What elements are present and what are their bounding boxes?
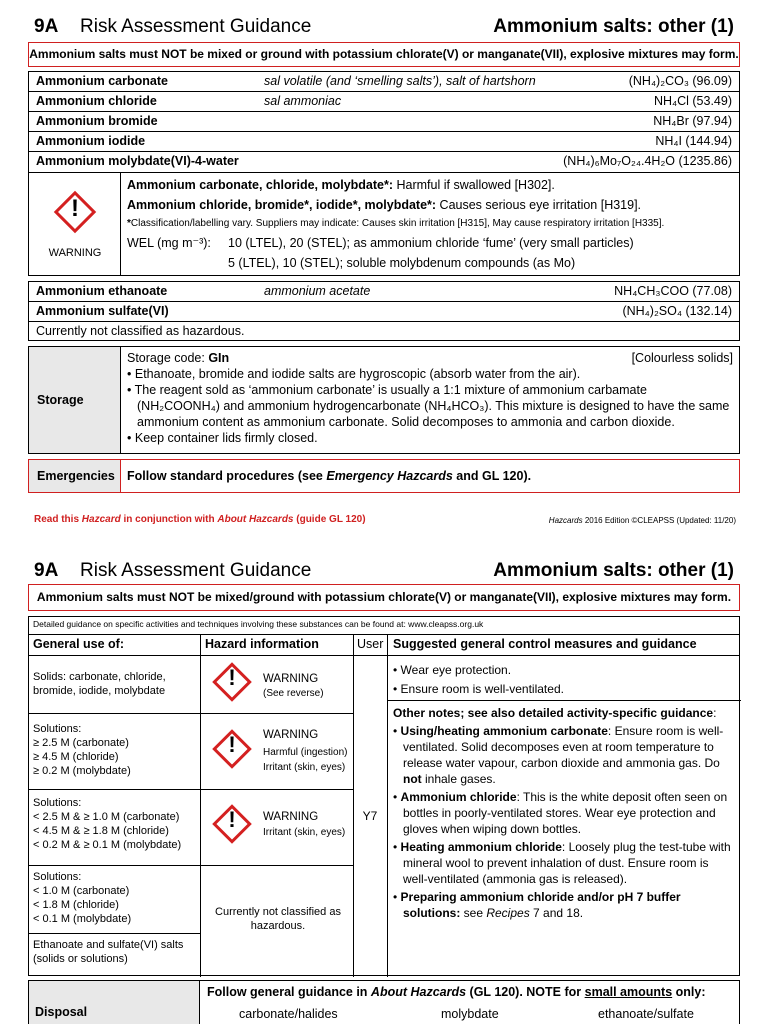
hazard-line1-bold: Ammonium carbonate, chloride, molybdate*: <box>127 178 394 192</box>
note-text: 7 and 18. <box>529 906 584 920</box>
storage-bullet-text: Ethanoate, bromide and iodide salts are hygroscopic (absorb water from the air). <box>134 367 581 381</box>
guidance-bullet-text: Wear eye protection. <box>400 663 512 677</box>
hazard-text <box>127 175 733 273</box>
not-classified-row <box>29 322 739 342</box>
storage-body <box>127 350 733 446</box>
other-notes-colon: : <box>713 706 717 720</box>
wel-value-2: 5 (LTEL), 10 (STEL); soluble molybdenum compounds (as Mo) <box>228 256 576 270</box>
hazard-detail: Irritant (skin, eyes) <box>263 827 346 838</box>
col-header-user: User <box>357 637 384 651</box>
substance-name: Ammonium ethanoate <box>36 284 168 298</box>
storage-bullet: • Ethanoate, bromide and iodide salts are hygroscopic (absorb water from the air). <box>127 367 581 381</box>
note-bold: Ammonium chloride <box>400 790 517 804</box>
substance-name: Ammonium iodide <box>36 134 146 148</box>
substance-synonym: sal ammoniac <box>264 94 342 108</box>
disposal-head-text: (GL 120). NOTE for <box>466 985 585 999</box>
signal-word: WARNING <box>263 673 319 685</box>
note-bold: Using/heating ammonium carbonate <box>400 724 608 738</box>
divider <box>387 634 388 977</box>
substance-formula: NH₄Br (97.94) <box>653 114 732 128</box>
signal-word: WARNING <box>48 247 102 259</box>
not-classified-text: Currently not classified as hazardous. <box>215 906 341 932</box>
substance-row <box>29 72 739 92</box>
footer-text: Hazcard <box>81 514 121 525</box>
note-text: see <box>460 906 487 920</box>
hazard-note: Classification/labelling vary. Suppliers may indicate: Causes skin irritation [H315], May cause respiratory irritation [H335]. <box>130 218 665 229</box>
page1-header <box>28 14 740 44</box>
substance-table-2 <box>28 281 740 341</box>
divider <box>29 933 200 934</box>
note-bullet: • Using/heating ammonium carbonate: Ensure room is well-ventilated. Solid decomposes even at room temperature to release water vapour, carbon dioxide and ammonia gas. Do not inhale gases. <box>393 724 724 786</box>
emergencies-box <box>28 459 740 493</box>
substance-row <box>29 152 739 172</box>
use-text: Solutions: < 1.0 M (carbonate) < 1.8 M (chloride) < 0.1 M (molybdate) <box>33 871 132 925</box>
divider <box>29 634 739 635</box>
divider <box>29 865 353 866</box>
col-header-guidance: Suggested general control measures and guidance <box>393 637 697 651</box>
hazard-icon-cell <box>29 173 121 275</box>
footer-text: 2016 Edition ©CLEAPSS (Updated: 11/20) <box>582 516 736 525</box>
hazard-note-star: * <box>127 218 131 229</box>
divider <box>200 634 201 977</box>
emergencies-link: Emergency Hazcards <box>326 469 453 483</box>
note-bullet: • Preparing ammonium chloride and/or pH 7 buffer solutions: see Recipes 7 and 18. <box>393 890 681 920</box>
note-bold: Preparing ammonium chloride and/or pH 7 buffer solutions: <box>400 890 681 920</box>
divider <box>29 789 353 790</box>
disposal-heading <box>207 985 706 999</box>
hazard-detail: Harmful (ingestion) Irritant (skin, eyes) <box>263 747 348 773</box>
footer-left <box>34 514 366 525</box>
divider <box>29 713 353 714</box>
storage-box <box>28 346 740 454</box>
note-bold: not <box>403 772 422 786</box>
substance-row <box>29 92 739 112</box>
hazard-box <box>28 172 740 276</box>
disposal-head-underline: small amounts <box>584 985 673 999</box>
guidance-text <box>393 662 735 700</box>
disposal-head-text: only: <box>672 985 706 999</box>
storage-bullet: • Keep container lids firmly closed. <box>127 431 318 445</box>
note-text: : Loosely plug the test-tube with mineral wool to prevent inhalation of dust. Ensure room is well-ventilated (ammonia gas is released). <box>403 840 731 886</box>
storage-bullet-text: The reagent sold as ‘ammonium carbonate’ is usually a 1:1 mixture of ammonium carbamate (NH₂COONH₄) and ammonium hydrogencarbonate (NH₄HCO₃). This mixture is designed to have the same ammonium content as ammonium carbonate. Solid decomposes to ammonia and carbon dioxide. <box>134 383 730 429</box>
substance-synonym: sal volatile (and ‘smelling salts’), salt of hartshorn <box>264 74 536 88</box>
use-text: Solutions: ≥ 2.5 M (carbonate) ≥ 4.5 M (chloride) ≥ 0.2 M (molybdate) <box>33 723 131 777</box>
substance-formula: (NH₄)₆Mo₇O₂₄.4H₂O (1235.86) <box>563 154 732 168</box>
disposal-col: ethanoate/sulfate <box>598 1007 694 1021</box>
divider <box>387 700 741 701</box>
wel-value-1: 10 (LTEL), 20 (STEL); as ammonium chloride ‘fume’ (very small particles) <box>228 236 634 250</box>
note-text: : Ensure room is well-ventilated. Solid decomposes even at room temperature to release water vapour, carbon dioxide and ammonia gas. Do <box>403 724 724 770</box>
storage-note: [Colourless solids] <box>631 351 733 365</box>
hazard-line1: Harmful if swallowed [H302]. <box>393 178 555 192</box>
page1-right-title: Ammonium salts: other (1) <box>493 16 734 37</box>
storage-code-prefix: Storage code: <box>127 351 209 365</box>
substance-formula: (NH₄)₂SO₄ (132.14) <box>622 304 732 318</box>
use-text: Solutions: < 2.5 M & ≥ 1.0 M (carbonate) < 4.5 M & ≥ 1.8 M (chloride) < 0.2 M & ≥ 0.1 M (molybdate) <box>33 797 182 851</box>
exclamation-icon: ! <box>228 665 236 690</box>
exclamation-icon: ! <box>228 732 236 757</box>
footer-text: in conjunction with <box>120 514 218 525</box>
page1-title: Risk Assessment Guidance <box>80 16 312 37</box>
storage-label: Storage <box>29 347 121 453</box>
substance-name: Ammonium molybdate(VI)-4-water <box>36 154 239 168</box>
guidance-bullet: • Ensure room is well-ventilated. <box>393 682 564 696</box>
storage-code: GIn <box>208 351 230 365</box>
footer-right <box>549 516 736 525</box>
emergencies-text-b: and GL 120). <box>452 469 532 483</box>
footer-text: About Hazcards <box>217 514 294 525</box>
page2-warning-box: Ammonium salts must NOT be mixed/ground with potassium chlorate(V) or manganate(VII), explosive mixtures may form. <box>28 584 740 611</box>
storage-bullet-text: Keep container lids firmly closed. <box>134 431 318 445</box>
note-text: : This is the white deposit often seen on bottles in poorly-ventilated stores. Wear eye protection and gloves when wiping down bottles. <box>403 790 728 836</box>
substance-table-1 <box>28 71 740 173</box>
hazard-detail: (See reverse) <box>263 688 324 699</box>
hazard-line2: Causes serious eye irritation [H319]. <box>436 198 642 212</box>
emergencies-label: Emergencies <box>29 460 121 492</box>
disposal-box <box>28 980 740 1024</box>
use-text: Solids: carbonate, chloride, bromide, iodide, molybdate <box>33 671 166 697</box>
note-italic: Recipes <box>486 906 530 920</box>
substance-row <box>29 302 739 322</box>
other-notes-heading: Other notes; see also detailed activity-specific guidance <box>393 706 714 720</box>
hazard-line2-bold: Ammonium chloride, bromide*, iodide*, molybdate*: <box>127 198 437 212</box>
footer-text: (guide GL 120) <box>293 514 366 525</box>
substance-name: Ammonium bromide <box>36 114 158 128</box>
disposal-head-link: About Hazcards <box>370 985 467 999</box>
exclamation-icon: ! <box>71 195 79 222</box>
substance-name: Ammonium sulfate(VI) <box>36 304 169 318</box>
emergencies-text-a: Follow standard procedures (see <box>127 469 327 483</box>
note-bullet: • Ammonium chloride: This is the white deposit often seen on bottles in poorly-ventilated stores. Wear eye protection and gloves when wiping down bottles. <box>393 790 728 836</box>
signal-word: WARNING <box>263 729 319 741</box>
page1-warning-box: Ammonium salts must NOT be mixed or ground with potassium chlorate(V) or manganate(VII), explosive mixtures may form. <box>28 42 740 67</box>
col-header-use: General use of: <box>33 637 124 651</box>
footer-text: Read this <box>34 514 82 525</box>
detail-note: Detailed guidance on specific activities and techniques involving these substances can be found at: www.cleapss.org.uk <box>33 619 484 629</box>
substance-formula: (NH₄)₂CO₃ (96.09) <box>628 74 732 88</box>
substance-synonym: ammonium acetate <box>264 284 371 298</box>
divider <box>353 634 354 977</box>
wel-label: WEL (mg m⁻³): <box>127 236 211 250</box>
not-classified-text: Currently not classified as hazardous. <box>36 324 245 338</box>
guidance-bullet-text: Ensure room is well-ventilated. <box>400 682 564 696</box>
substance-name: Ammonium carbonate <box>36 74 168 88</box>
footer-text: Hazcards <box>548 516 583 525</box>
storage-bullet: • The reagent sold as ‘ammonium carbonate’ is usually a 1:1 mixture of ammonium carbamate (NH₂COONH₄) and ammonium hydrogencarbonate (NH₄HCO₃). This mixture is designed to have the same ammonium content as ammonium carbonate. Solid decomposes to ammonia and carbon dioxide. <box>127 383 730 429</box>
disposal-col: carbonate/halides <box>239 1007 338 1021</box>
substance-name: Ammonium chloride <box>36 94 157 108</box>
substance-formula: NH₄CH₃COO (77.08) <box>614 284 732 298</box>
page2-title: Risk Assessment Guidance <box>80 560 312 581</box>
user-level: Y7 <box>362 809 378 823</box>
divider <box>29 655 739 656</box>
page2-right-title: Ammonium salts: other (1) <box>493 560 734 581</box>
note-text: inhale gases. <box>421 772 496 786</box>
disposal-head-text: Follow general guidance in <box>207 985 371 999</box>
substance-row <box>29 112 739 132</box>
note-bold: Heating ammonium chloride <box>400 840 562 854</box>
exclamation-icon: ! <box>228 807 236 832</box>
page1-code: 9A <box>34 16 59 37</box>
use-text: Ethanoate and sulfate(VI) salts (solids or solutions) <box>33 939 184 965</box>
disposal-label: Disposal <box>35 1005 88 1019</box>
col-header-hazard: Hazard information <box>205 637 319 651</box>
emergencies-text <box>127 469 531 483</box>
substance-row <box>29 282 739 302</box>
substance-formula: NH₄I (144.94) <box>655 134 732 148</box>
substance-row <box>29 132 739 152</box>
page2-code: 9A <box>34 560 59 581</box>
note-bullet: • Heating ammonium chloride: Loosely plug the test-tube with mineral wool to prevent inhalation of dust. Ensure room is well-ventilated (ammonia gas is released). <box>393 840 731 886</box>
signal-word: WARNING <box>263 811 319 823</box>
guidance-bullet: • Wear eye protection. <box>393 663 512 677</box>
other-notes <box>393 705 735 921</box>
usage-table <box>28 616 740 976</box>
disposal-label-cell <box>29 981 200 1024</box>
disposal-col: molybdate <box>441 1007 499 1021</box>
substance-formula: NH₄Cl (53.49) <box>653 94 732 108</box>
